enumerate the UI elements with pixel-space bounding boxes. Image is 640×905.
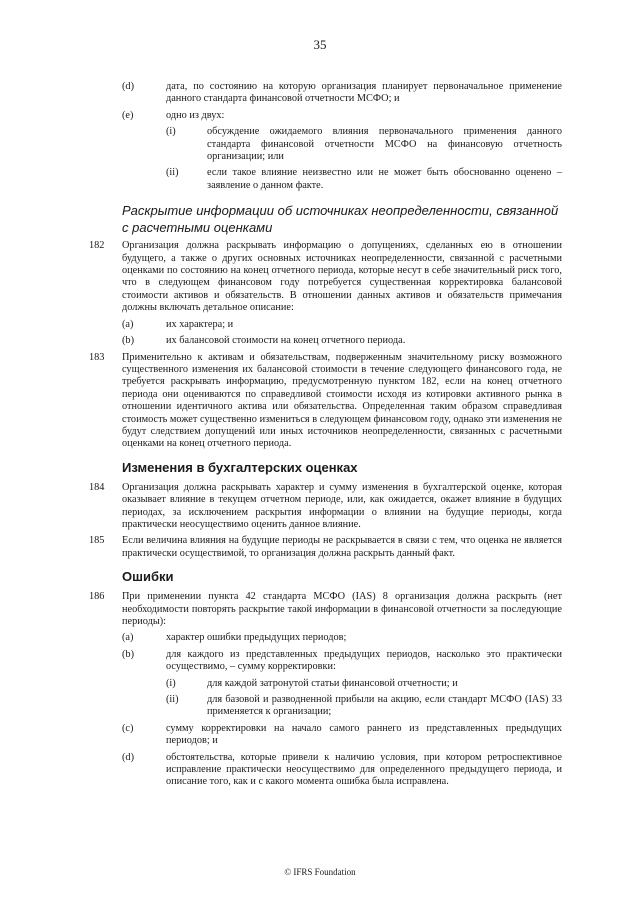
item-text: их балансовой стоимости на конец отчетного периода.: [166, 335, 406, 347]
page-content: [0, 81, 640, 789]
paragraph: [0, 482, 640, 532]
sub-list-item: [0, 694, 640, 719]
item-label: (b): [122, 335, 135, 347]
list-item: [0, 335, 640, 347]
sub-list-item: [0, 126, 640, 163]
subitem-text: для каждой затронутой статьи финансовой отчетности; и: [207, 677, 458, 689]
item-label: (d): [122, 81, 135, 92]
item-label: (a): [122, 318, 134, 330]
list-item: [0, 110, 640, 122]
section-heading: Ошибки: [122, 569, 174, 585]
subitem-text: для базовой и разводненной прибыли на акцию, если стандарт МСФО (IAS) 33 применяется к организации;: [207, 694, 562, 718]
sub-list-item: [0, 167, 640, 192]
subitem-text: если такое влияние неизвестно или не может быть обоснованно оценено – заявление о данном факте.: [207, 167, 562, 191]
list-item: [0, 723, 640, 748]
paragraph: [0, 240, 640, 314]
subitem-label: (ii): [166, 694, 179, 706]
item-text: характер ошибки предыдущих периодов;: [166, 632, 347, 644]
section-heading: Изменения в бухгалтерских оценках: [122, 459, 358, 475]
paragraph: [0, 535, 640, 560]
list-item: [0, 752, 640, 789]
item-text: дата, по состоянию на которую организация планирует первоначальное применение данного стандарта финансовой отчетности МСФО; и: [166, 81, 562, 105]
paragraph-text: Организация должна раскрывать информацию о допущениях, сделанных ею в отношении будущего, а также о других основных источниках неопределенности, связанной с расчетными оценками по состоянию на конец отчетного периода, которые несут в себе значительный риск того, что в следующем финансовом году потребуется существенная корректировка балансовой стоимости активов и обязательств. В отношении данных активов и обязательств примечания должны включать детальное описание:: [122, 240, 562, 314]
item-label: (e): [122, 109, 134, 121]
paragraph-text: Если величина влияния на будущие периоды не раскрывается в связи с тем, что оценка не является практически осуществимой, то организация должна раскрыть данный факт.: [122, 535, 562, 559]
page-number: 35: [313, 37, 327, 52]
paragraph-number: 183: [89, 351, 105, 363]
item-text: для каждого из представленных предыдущих периодов, насколько это практически осуществимо, – сумму корректировки:: [166, 648, 562, 673]
footer-copyright: © IFRS Foundation: [284, 867, 356, 877]
list-item: [0, 81, 640, 106]
item-text: сумму корректировки на начало самого раннего из представленных предыдущих периодов; и: [166, 722, 562, 747]
sub-list-item: [0, 678, 640, 690]
item-text: обстоятельства, которые привели к наличию условия, при котором ретроспективное исправление практически неосуществимо для определенного предыдущего периода, и описание того, как и с какого момента ошибка была исправлена.: [166, 751, 562, 788]
item-label: (b): [122, 648, 135, 660]
subitem-label: (i): [166, 677, 176, 689]
paragraph-text: Применительно к активам и обязательствам, подверженным значительному риску возможного существенного изменения их балансовой стоимости в течение следующего финансового года, не требуется раскрывать информацию, предусмотренную пунктом 182, если на конец отчетного периода они оцениваются по справедливой стоимости исходя из котировки активного рынка в отношении идентичного актива или обязательства. Определенная таким образом справедливая стоимость может существенно измениться в следующем финансовом году, однако эти изменения не будут следствием допущений или иных источников неопределенности, связанных с расчетными оценками на конец отчетного периода.: [122, 351, 562, 450]
subitem-label: (ii): [166, 167, 179, 179]
list-item: [0, 649, 640, 674]
paragraph-number: 185: [89, 535, 105, 547]
paragraph-number: 186: [89, 591, 105, 603]
paragraph-text: Организация должна раскрывать характер и сумму изменения в бухгалтерской оценке, которая оказывает влияние в текущем отчетном периоде, или, как ожидается, окажет влияние в будущих периодах, за исключением раскрытия информации о влиянии на будущие периоды, когда практически неосуществимо оценить данное влияние.: [122, 481, 562, 530]
item-label: (c): [122, 722, 134, 734]
item-label: (d): [122, 751, 135, 763]
paragraph: [0, 591, 640, 628]
section-heading: Раскрытие информации об источниках неопределенности, связанной с расчетными оценками: [122, 203, 559, 236]
item-text: их характера; и: [166, 318, 234, 330]
subitem-text: обсуждение ожидаемого влияния первоначального применения данного стандарта финансовой отчетности МСФО на финансовую отчетность организации; или: [207, 126, 562, 163]
paragraph-number: 182: [89, 240, 105, 252]
paragraph: [0, 352, 640, 451]
item-label: (a): [122, 632, 134, 644]
paragraph-text: При применении пункта 42 стандарта МСФО (IAS) 8 организация должна раскрыть (нет необходимости повторять раскрытие такой информации в финансовой отчетности за последующие периоды):: [122, 591, 562, 627]
list-item: [0, 319, 640, 331]
item-text: одно из двух:: [166, 109, 225, 121]
list-item: [0, 632, 640, 644]
subitem-label: (i): [166, 126, 176, 138]
paragraph-number: 184: [89, 481, 105, 493]
